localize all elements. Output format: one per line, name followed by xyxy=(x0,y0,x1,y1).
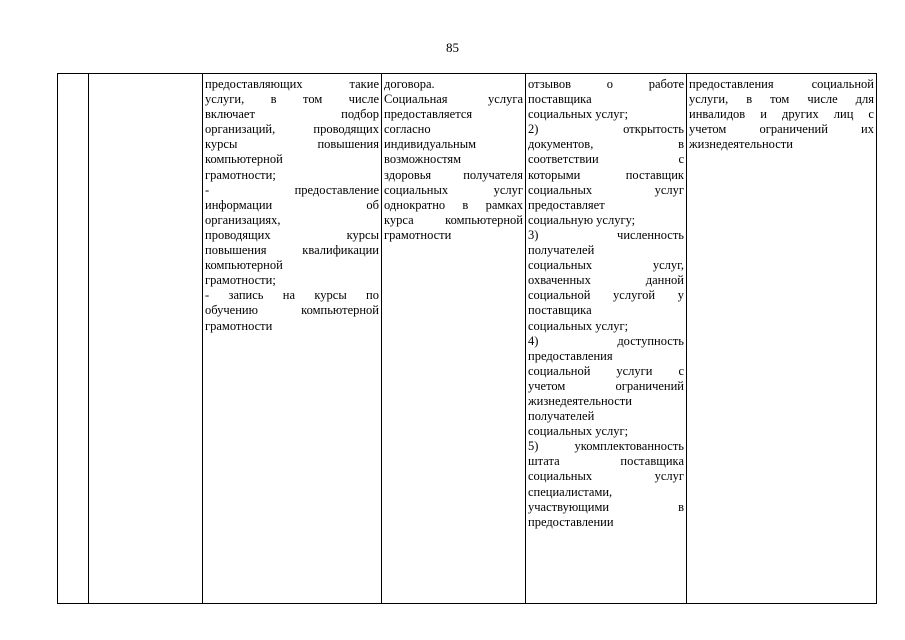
cell-text-line: возможностям xyxy=(384,152,462,167)
cell-service-description xyxy=(203,74,382,604)
cell-text-line: повышения квалификации xyxy=(205,243,379,258)
cell-text-line: предоставления xyxy=(528,348,613,363)
cell-text-line: индивидуальным xyxy=(384,137,477,152)
cell-text-line: получателей xyxy=(528,409,595,424)
cell-text-line: 2) открытость xyxy=(528,122,684,137)
cell-text-line: предоставления социальной xyxy=(689,77,874,91)
cell-quality-indicators xyxy=(526,74,687,604)
cell-text-line: здоровья получателя xyxy=(384,167,523,182)
cell-text-line: грамотности xyxy=(384,227,452,242)
cell-text-line: социальную услугу; xyxy=(528,212,636,227)
cell-text-line: однократно в рамках xyxy=(384,197,523,212)
cell-text-line: социальных услуг; xyxy=(528,107,629,122)
cell-text-line: соответствии с xyxy=(528,152,684,167)
cell-text-line: социальных услуг; xyxy=(528,318,629,333)
services-table xyxy=(57,73,877,604)
cell-text-line: документов, в xyxy=(528,137,684,152)
cell-text-line: - запись на курсы по xyxy=(205,288,379,303)
cell-text-line: предоставляет xyxy=(528,197,605,212)
cell-text-line: договора. xyxy=(384,77,435,91)
cell-text-line: грамотности xyxy=(205,318,273,333)
cell-text-line: 5) укомплектованность xyxy=(528,439,684,454)
cell-text-line: отзывов о работе xyxy=(528,77,684,91)
cell-text-line: Социальная услуга xyxy=(384,92,523,107)
cell-text-line: курса компьютерной xyxy=(384,212,523,227)
cell-text-line: жизнедеятельности xyxy=(528,393,632,408)
cell-text-line: получателей xyxy=(528,243,595,258)
cell-text-line: социальных услуг, xyxy=(528,258,684,273)
cell-service-terms xyxy=(382,74,526,604)
cell-text-line: - предоставление xyxy=(205,182,379,197)
cell-text-line: 3) численность xyxy=(528,227,684,242)
page-number: 85 xyxy=(446,40,459,55)
cell-text-line: услуги, в том числе для xyxy=(689,92,874,107)
cell-text-line: поставщика xyxy=(528,303,592,318)
cell-text-line: охваченных данной xyxy=(528,273,684,288)
table-row xyxy=(58,74,877,604)
cell-service-name xyxy=(89,74,203,604)
cell-text-line: социальных услуг; xyxy=(528,424,629,439)
cell-text-line: предоставлении xyxy=(528,514,614,529)
cell-text-line: поставщика xyxy=(528,92,592,107)
cell-text-line: компьютерной xyxy=(205,258,283,273)
cell-text-line: предоставляется xyxy=(384,107,473,122)
cell-provision-conditions xyxy=(687,74,877,604)
cell-text-line: курсы повышения xyxy=(205,137,379,152)
cell-text-line: специалистами, xyxy=(528,484,613,499)
cell-text-line: учетом ограничений xyxy=(528,378,684,393)
cell-text-line: обучению компьютерной xyxy=(205,303,379,318)
cell-text-line: социальных услуг xyxy=(528,469,684,484)
cell-text-line: компьютерной xyxy=(205,152,283,167)
cell-text-line: 4) доступность xyxy=(528,333,684,348)
cell-text-line: предоставляющих такие xyxy=(205,77,379,91)
cell-text-line: информации об xyxy=(205,197,379,212)
cell-text-line: штата поставщика xyxy=(528,454,684,469)
cell-text-line: социальной услуги с xyxy=(528,363,684,378)
cell-text-line: согласно xyxy=(384,122,431,137)
cell-text-line: которыми поставщик xyxy=(528,167,684,182)
cell-text-line: проводящих курсы xyxy=(205,227,379,242)
cell-text-line: организациях, xyxy=(205,212,281,227)
cell-text-line: грамотности; xyxy=(205,273,276,288)
cell-text-line: социальной услугой у xyxy=(528,288,684,303)
cell-text-line: участвующими в xyxy=(528,499,684,514)
cell-text-line: социальных услуг xyxy=(528,182,684,197)
cell-number xyxy=(58,74,89,604)
cell-text-line: организаций, проводящих xyxy=(205,122,379,137)
cell-text-line: социальных услуг xyxy=(384,182,523,197)
cell-text-line: услуги, в том числе xyxy=(205,92,379,107)
cell-text-line: инвалидов и других лиц с xyxy=(689,107,874,122)
cell-text-line: включает подбор xyxy=(205,107,379,122)
cell-text-line: учетом ограничений их xyxy=(689,122,874,137)
cell-text-line: грамотности; xyxy=(205,167,276,182)
cell-text-line: жизнедеятельности xyxy=(689,137,793,152)
